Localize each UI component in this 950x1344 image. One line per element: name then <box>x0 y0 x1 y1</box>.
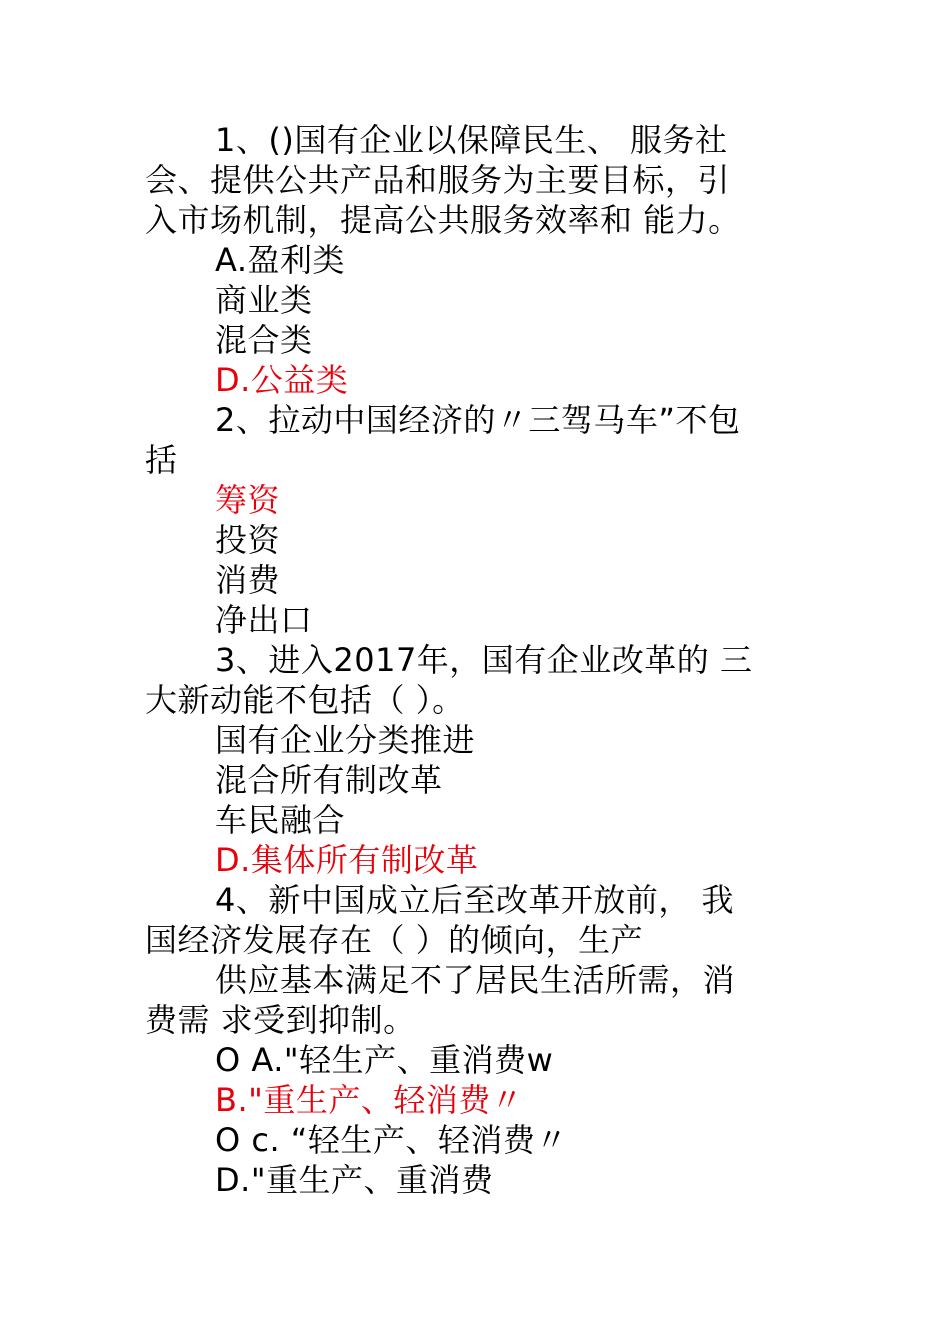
question-3-option-d-answer: D.集体所有制改革 <box>215 841 479 879</box>
question-1-text-line-3: 入市场机制，提高公共服务效率和 能力。 <box>145 201 741 239</box>
question-4-option-b-answer: B."重生产、轻消费〃 <box>215 1081 524 1119</box>
question-4-option-a: O A."轻生产、重消费w <box>215 1041 554 1079</box>
question-1-text-line-2: 会、提供公共产品和服务为主要目标，引 <box>145 161 731 199</box>
question-4-text-line-2: 国经济发展存在（ ）的倾向，生产 <box>145 921 644 959</box>
question-3-text-line-2: 大新动能不包括（ ）。 <box>145 681 465 719</box>
question-4-text-line-3: 供应基本满足不了居民生活所需，消 <box>215 961 736 999</box>
question-1-option-b: 商业类 <box>215 281 313 319</box>
question-3-option-b: 混合所有制改革 <box>215 761 443 799</box>
question-3-text-line-1: 3、进入2017年，国有企业改革的 三 <box>215 641 753 679</box>
question-2-option-b: 投资 <box>215 521 281 559</box>
question-1-text-line-1: 1、()国有企业以保障民生、 服务社 <box>215 121 728 159</box>
question-2-option-d: 净出口 <box>215 601 313 639</box>
question-2-text-line-2: 括 <box>145 441 178 479</box>
question-4-option-d: D."重生产、重消费 <box>215 1161 494 1199</box>
question-4-text-line-1: 4、新中国成立后至改革开放前， 我 <box>215 881 735 919</box>
question-2-text-line-1: 2、拉动中国经济的〃三驾马车”不包 <box>215 401 741 439</box>
question-4-text-line-4: 费需 求受到抑制。 <box>145 1001 416 1039</box>
question-1-option-c: 混合类 <box>215 321 313 359</box>
question-1-option-a: A.盈利类 <box>215 241 346 279</box>
question-2-option-a-answer: 筹资 <box>215 481 281 519</box>
question-4-option-c: O c. “轻生产、轻消费〃 <box>215 1121 568 1159</box>
question-3-option-a: 国有企业分类推进 <box>215 721 476 759</box>
question-3-option-c: 车民融合 <box>215 801 346 839</box>
question-2-option-c: 消费 <box>215 561 281 599</box>
question-1-option-d-answer: D.公益类 <box>215 361 349 399</box>
